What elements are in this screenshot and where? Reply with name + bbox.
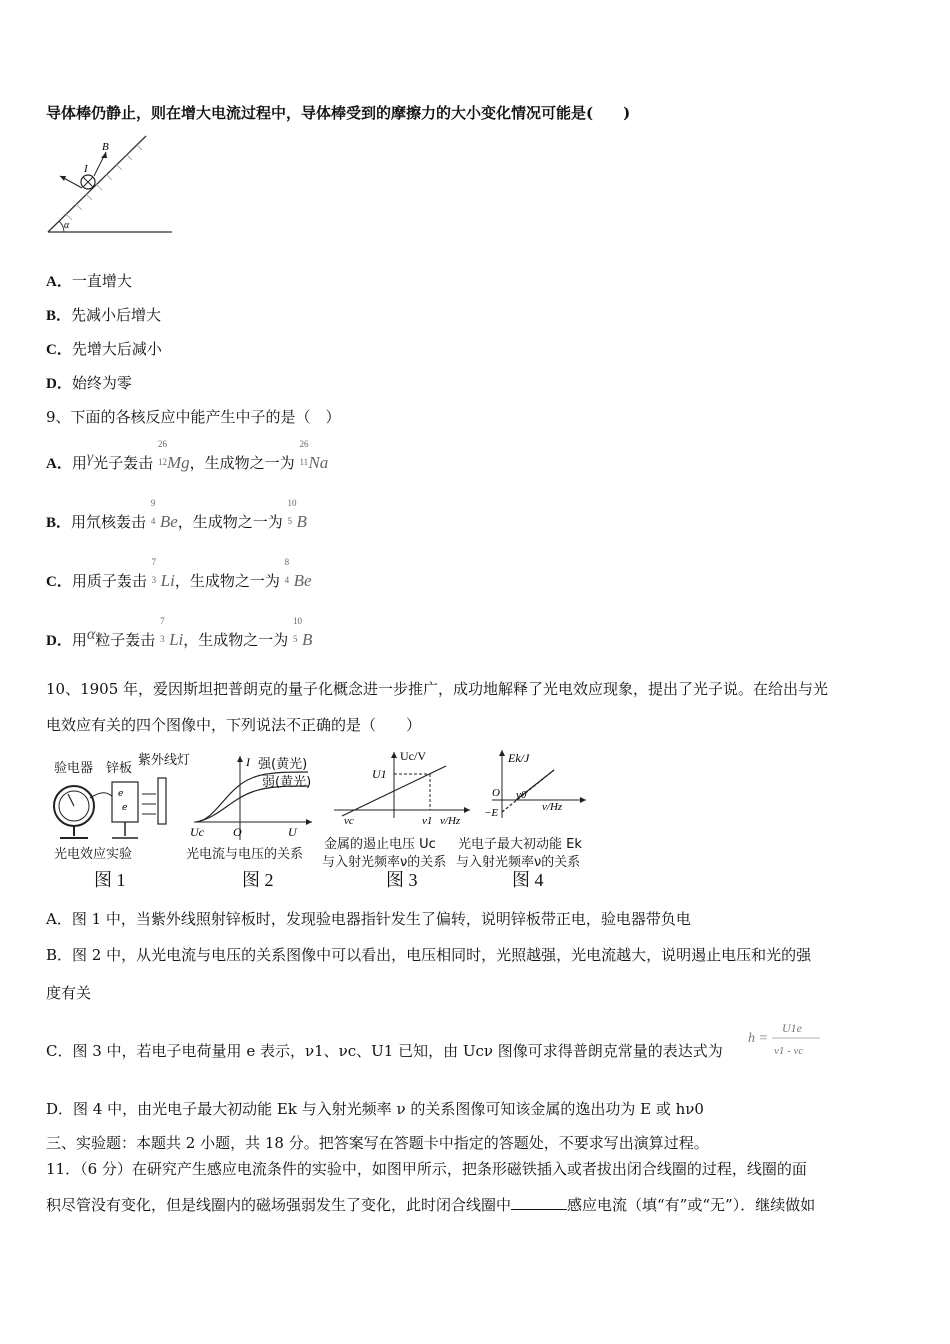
svg-text:I: I xyxy=(246,755,250,769)
q9-option-d[interactable]: D．用α粒子轰击 7 3 Li，生成物之一为 10 5 B xyxy=(46,616,313,649)
svg-text:O: O xyxy=(233,825,242,839)
nuclide-target: 7 3 Li xyxy=(151,557,175,590)
svg-text:验电器: 验电器 xyxy=(54,761,94,776)
svg-text:U: U xyxy=(288,825,297,839)
nuclide-target: 7 3 Li xyxy=(160,616,184,649)
section3-header: 三、实验题：本题共 2 小题，共 18 分。把答案写在答题卡中指定的答题处，不要求写出演算过程。 xyxy=(46,1134,709,1152)
nuclide-target: 9 4 Be xyxy=(150,498,178,531)
nuclide-target: 26 12 Mg xyxy=(157,439,190,472)
svg-text:ν/Hz: ν/Hz xyxy=(440,815,461,827)
svg-text:e: e xyxy=(118,789,124,799)
q10-option-a[interactable]: A．图 1 中，当紫外线照射锌板时，发现验电器指针发生了偏转，说明锌板带正电，验电器带负电 xyxy=(46,910,691,928)
svg-text:弱(黄光): 弱(黄光) xyxy=(262,775,312,790)
q8-stem: 导体棒仍静止，则在增大电流过程中，导体棒受到的摩擦力的大小变化情况可能是( ) xyxy=(46,104,631,122)
q11-line2: 积尽管没有变化，但是线圈内的磁场强弱发生了变化，此时闭合线圈中 感应电流（填“有”或“无”）．继续做如 xyxy=(46,1196,816,1214)
q8-option-c[interactable]: C．先增大后减小 xyxy=(46,340,162,358)
svg-text:νc: νc xyxy=(344,815,354,827)
svg-text:U1e: U1e xyxy=(782,1021,802,1035)
svg-text:ν0: ν0 xyxy=(516,789,527,801)
nuclide-product: 10 5 B xyxy=(287,498,307,531)
svg-text:ν1 - νc: ν1 - νc xyxy=(774,1045,804,1057)
q10-option-c[interactable]: C．图 3 中，若电子电荷量用 e 表示，ν1、νc、U1 已知，由 Ucν 图像可求得普朗克常量的表达式为 xyxy=(46,1042,723,1060)
q8-incline-figure xyxy=(46,132,176,236)
nuclide-product: 10 5 B xyxy=(293,616,313,649)
svg-text:紫外线灯: 紫外线灯 xyxy=(138,753,191,768)
q10-stem-line2: 电效应有关的四个图像中，下列说法不正确的是（ ） xyxy=(46,716,422,734)
svg-text:锌板: 锌板 xyxy=(106,761,133,776)
svg-text:光电子最大初动能 Ek: 光电子最大初动能 Ek xyxy=(458,837,582,852)
nuclide-product: 8 4 Be xyxy=(284,557,312,590)
svg-text:光电流与电压的关系: 光电流与电压的关系 xyxy=(186,847,304,862)
fig3-stopping-voltage-graph xyxy=(322,749,470,890)
q8-option-b[interactable]: B．先减小后增大 xyxy=(46,306,162,324)
svg-text:Uc: Uc xyxy=(190,825,204,839)
svg-text:Ek/J: Ek/J xyxy=(508,751,530,765)
q10-option-b-line2: 度有关 xyxy=(46,984,92,1002)
q10-stem-line1: 10、1905 年，爱因斯坦把普朗克的量子化概念进一步推广，成功地解释了光电效应现象，提出了光子说。在给出与光 xyxy=(46,680,829,698)
fig2-current-voltage-graph xyxy=(186,755,312,890)
q9-option-c[interactable]: C．用质子轰击 7 3 Li，生成物之一为 8 4 Be xyxy=(46,557,312,590)
field-label: B xyxy=(102,141,109,153)
svg-text:O: O xyxy=(492,787,500,799)
answer-blank[interactable] xyxy=(511,1195,567,1210)
q8-option-a[interactable]: A．一直增大 xyxy=(46,272,132,290)
svg-text:与入射光频率ν的关系: 与入射光频率ν的关系 xyxy=(322,855,447,870)
svg-text:金属的遏止电压 Uc: 金属的遏止电压 Uc xyxy=(324,837,436,852)
angle-label: α xyxy=(64,220,70,231)
fig4-kinetic-energy-graph xyxy=(456,750,586,890)
nuclide-product: 26 11 Na xyxy=(299,439,329,472)
planck-formula xyxy=(746,1014,822,1062)
svg-text:图 3: 图 3 xyxy=(386,870,418,890)
q9-option-b[interactable]: B．用氘核轰击 9 4 Be，生成物之一为 10 5 B xyxy=(46,498,307,531)
q8-option-d[interactable]: D．始终为零 xyxy=(46,374,132,392)
q11-line1: 11．（6 分）在研究产生感应电流条件的实验中，如图甲所示，把条形磁铁插入或者拔出闭合线圈的过程，线圈的面 xyxy=(46,1160,807,1178)
q10-figures xyxy=(46,748,591,893)
q9-stem: 9、下面的各核反应中能产生中子的是（ ） xyxy=(46,408,341,426)
current-label: I xyxy=(84,163,88,175)
svg-text:h =: h = xyxy=(748,1031,768,1046)
svg-text:与入射光频率ν的关系: 与入射光频率ν的关系 xyxy=(456,855,581,870)
svg-text:图 4: 图 4 xyxy=(512,870,544,890)
q10-option-b-line1[interactable]: B．图 2 中，从光电流与电压的关系图像中可以看出，电压相同时，光照越强，光电流越大，说明遏止电压和光的强 xyxy=(46,946,812,964)
svg-text:−E: −E xyxy=(484,807,499,819)
svg-text:U1: U1 xyxy=(372,767,387,781)
svg-text:Uc/V: Uc/V xyxy=(400,749,426,763)
svg-text:图 2: 图 2 xyxy=(242,870,274,890)
svg-text:ν1: ν1 xyxy=(422,815,433,827)
q9-option-a[interactable]: A．用γ光子轰击 26 12 Mg，生成物之一为 26 11 Na xyxy=(46,439,329,472)
svg-text:图 1: 图 1 xyxy=(94,870,126,890)
svg-text:e: e xyxy=(122,803,128,813)
svg-text:强(黄光): 强(黄光) xyxy=(258,757,308,772)
svg-text:ν/Hz: ν/Hz xyxy=(542,801,563,813)
fig1-photoelectric-setup xyxy=(54,752,190,890)
q10-option-d[interactable]: D．图 4 中，由光电子最大初动能 Ek 与入射光频率 ν 的关系图像可知该金属的逸出功为 E 或 hν0 xyxy=(46,1100,704,1118)
svg-text:光电效应实验: 光电效应实验 xyxy=(54,847,133,862)
